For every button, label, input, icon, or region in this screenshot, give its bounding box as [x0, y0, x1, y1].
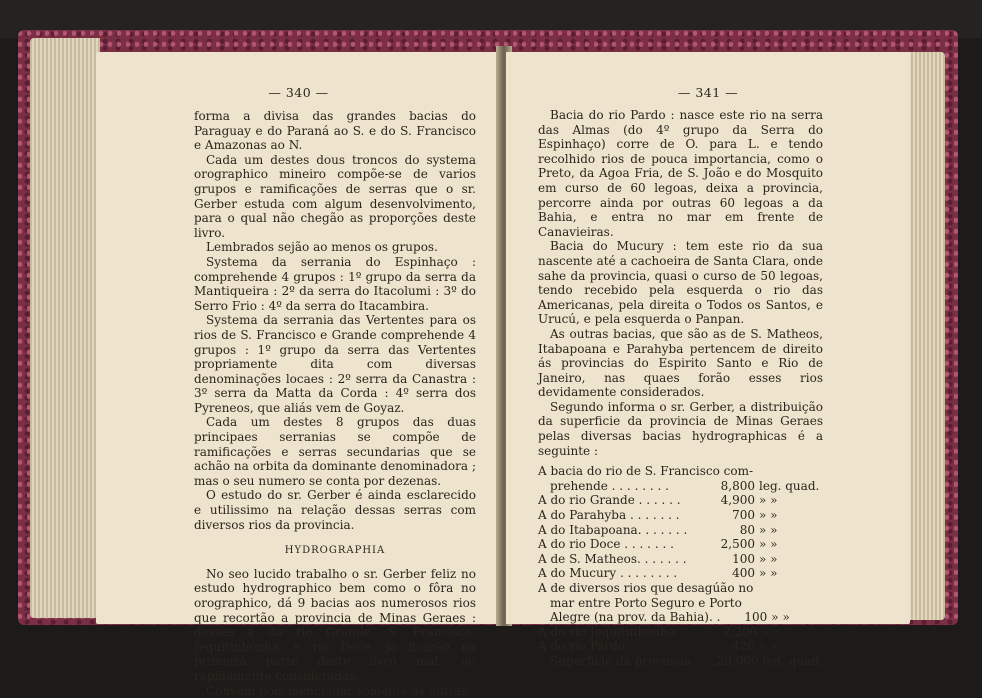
table-row: A do rio Pardo. . . . . . . 420 » » — [538, 639, 778, 654]
paragraph: No seo lucido trabalho o sr. Gerber feliz no estudo hydrographico bem como o fôra no orographico, dá 9 bacias aos numerosos rios que recortão a provincia de Minas Geraes : dessas a do rio Grande, S. Francisco, Jequitinhonha, e rio Doce, já ficarão na primeira parte deste livro mal, ou rapidamente consideradas. — [194, 566, 476, 683]
table-row: A de diversos rios que desagúão no — [538, 581, 754, 595]
table-row: A do Parahyba . . . . . . . 700 » » — [538, 508, 778, 523]
paragraph: O estudo do sr. Gerber é ainda esclarecido e utilissimo na relação dessas serras com diversos rios da provincia. — [194, 488, 476, 532]
table-total-row: Superficie da provincia . . . 20,000 leg. quad. — [550, 653, 823, 668]
paragraph: Lembrados sejão ao menos os grupos. — [206, 240, 438, 255]
table-row: A de S. Matheos. . . . . . . 100 » » — [538, 551, 778, 566]
table-row: A bacia do rio de S. Francisco com- — [538, 464, 753, 479]
section-heading: HYDROGRAPHIA — [284, 545, 386, 557]
paragraph: Bacia do Mucury : tem este rio da sua nascente até a cachoeira de Santa Clara, onde sahe da provincia, quasi o curso de 50 legoas, tendo recebido pela esquerda o rio das Americanas, pela direita o Todos os Santos, e Urucú, e pela esquerda o Panpan. — [538, 239, 823, 327]
right-page-text — [538, 108, 823, 669]
paragraph: Systema da serrania do Espinhaço : comprehende 4 grupos : 1º grupo da serra da Mantiqueira : 2º da serra do Itacolumi : 3º do Serro Frio : 4º da serra do Itacambira. — [194, 254, 476, 313]
table-row: A do rio Grande . . . . . . 4,900 » » — [538, 493, 778, 508]
basin-area-table — [538, 464, 823, 668]
page-block-left — [30, 38, 100, 618]
left-page — [96, 52, 501, 698]
table-row: A do Mucury . . . . . . . . 400 » » — [538, 566, 778, 581]
paragraph: Cada um destes dous troncos do systema orographico mineiro compõe-se de varios grupos e ramificações de serras que o sr. Gerber estuda com algum desenvolvimento, para o qual não chegão as proporções deste livro. — [194, 152, 476, 240]
left-page-text — [194, 109, 476, 698]
page-block-right — [905, 52, 945, 620]
table-row: A do Itabapoana. . . . . . . 80 » » — [538, 522, 778, 537]
paragraph: Systema da serrania das Vertentes para os rios de S. Francisco e Grande comprehende 4 grupos : 1º grupo da serra das Vertentes propriamente dita com diversas denominações locaes : 2º serra da Canastra : 3º serra da Matta da Corda : 4º serra dos Pyreneos, que aliás vem de Goyaz. — [194, 313, 476, 415]
page-number: — 340 — — [268, 85, 329, 100]
table-row: A do rio Jequitinhonha. . . . 2,200 » » — [538, 624, 780, 639]
paragraph: Segundo informa o sr. Gerber, a distribuição da superficie da provincia de Minas Geraes pelas diversas bacias hydrographicas é a seguinte : — [538, 399, 823, 458]
paragraph: Bacia do rio Pardo : nasce este rio na serra das Almas (do 4º grupo da Serra do Espinhaço) corre de O. para L. e tendo recolhido rios de pouca importancia, como o Preto, da Agoa Fria, de S. João e do Mosquito em curso de 60 legoas, deixa a provincia, percorre ainda por outras 60 legoas a da Bahia, e entra no mar em frente de Canavieiras. — [538, 108, 823, 239]
paragraph: Cada um destes 8 grupos das duas principaes serranias se compõe de ramificações e serras secundarias que se achão na orbita da dominante denominadora ; mas o seu numero se conta por dezenas. — [194, 415, 476, 488]
paragraph: forma a divisa das grandes bacias do Paraguay e do Paraná ao S. e do S. Francisco e Amazonas ao N. — [194, 109, 476, 153]
table-row: A do rio Doce . . . . . . . 2,500 » » — [538, 537, 778, 552]
page-number: — 341 — — [677, 85, 739, 100]
table-row: mar entre Porto Seguro e Porto — [550, 595, 742, 610]
table-row: prehende . . . . . . . . 8,800 leg. quad. — [550, 478, 820, 493]
table-row: Alegre (na prov. da Bahia). . 100 » » — [550, 610, 790, 625]
paragraph: As outras bacias, que são as de S. Matheos, Itabapoana e Parahyba pertencem de direito ás provincias do Espirito Santo e Rio de Janeiro, nas quaes forão esses rios devidamente considerados. — [538, 326, 823, 400]
right-page — [506, 52, 910, 668]
paragraph: Convem pois mencionar somente as outras. — [206, 683, 472, 698]
